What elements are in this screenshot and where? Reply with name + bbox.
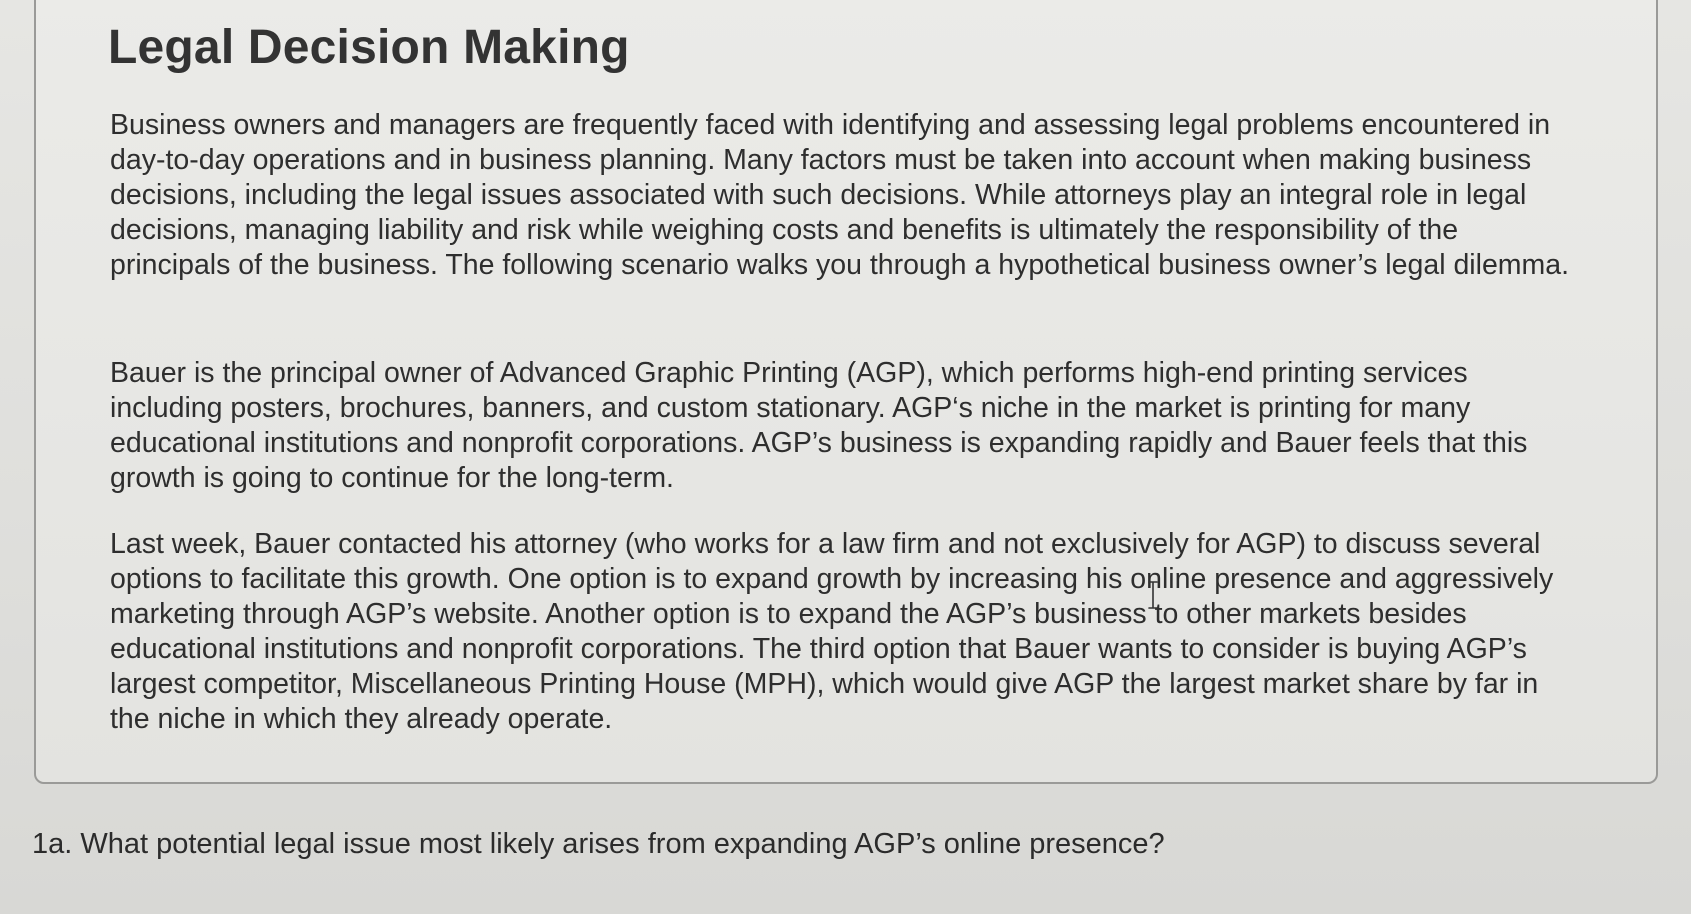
text-cursor-icon (1147, 580, 1159, 610)
question-prompt: 1a. What potential legal issue most likely arises from expanding AGP’s online presence? (32, 828, 1165, 860)
scenario-paragraph-intro: Business owners and managers are frequently faced with identifying and assessing legal problems encountered in day-to-day operations and in business planning. Many factors must be taken into account when making business decisions, including the legal issues associated with such decisions. While attorneys play an integral role in legal decisions, managing liability and risk while weighing costs and benefits is ultimately the responsibility of the principals of the business. The following scenario walks you through a hypothetical business owner’s legal dilemma. (110, 109, 1570, 281)
scenario-paragraph-bauer: Bauer is the principal owner of Advanced Graphic Printing (AGP), which performs high-end printing services including posters, brochures, banners, and custom stationary. AGP‘s niche in the market is printing for many educational institutions and nonprofit corporations. AGP’s business is expanding rapidly and Bauer feels that this growth is going to continue for the long-term. (110, 357, 1528, 494)
page-title: Legal Decision Making (108, 21, 630, 74)
scenario-paragraph-options: Last week, Bauer contacted his attorney (who works for a law firm and not exclusively for AGP) to discuss several options to facilitate this growth. One option is to expand growth by increasing his online presence and aggressively marketing through AGP’s website. Another option is to expand the AGP’s business to other markets besides educational institutions and nonprofit corporations. The third option that Bauer wants to consider is buying AGP’s largest competitor, Miscellaneous Printing House (MPH), which would give AGP the largest market share by far in the niche in which they already operate. (110, 528, 1554, 735)
